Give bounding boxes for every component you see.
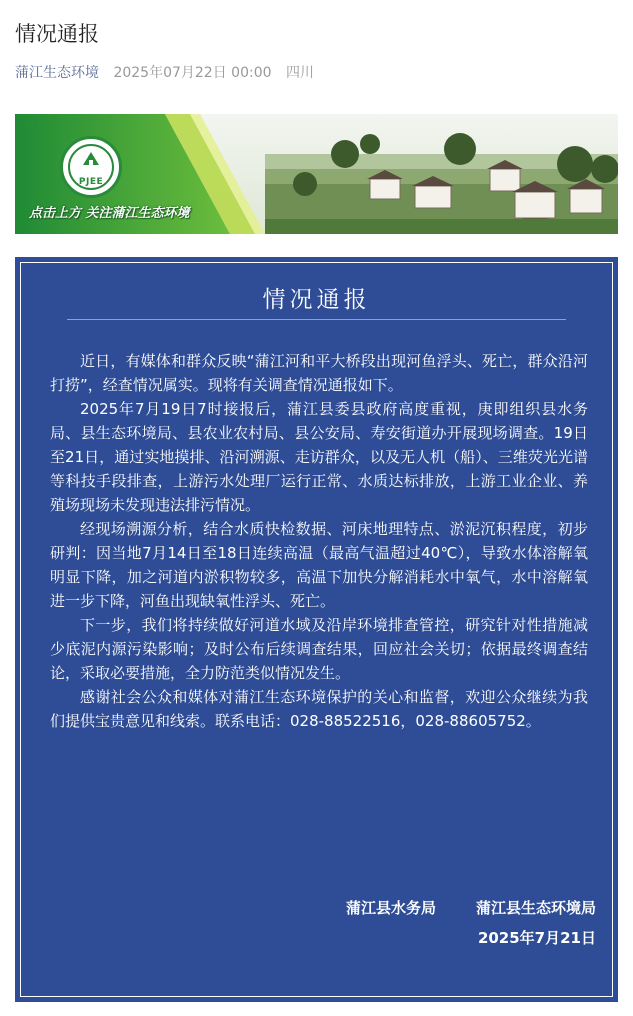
signoff-org-water: 蒲江县水务局 — [345, 899, 436, 917]
publish-location: 四川 — [285, 65, 314, 81]
notice-card — [15, 257, 618, 1002]
notice-paragraph: 2025年7月19日7时接报后，蒲江县委县政府高度重视，庚即组织县水务局、县生态环境局、县农业农村局、县公安局、寿安街道办开展现场调查。19日至21日，通过实地摸排、沿河溯源、走访群众，以及无人机（船）、三维荧光光谱等科技手段排查，上游污水处理厂运行正常、水质达标排放，上游工业企业、养殖场现场未发现违法排污情况。 — [50, 400, 588, 514]
banner-caption: 点击上方 关注蒲江生态环境 — [29, 206, 190, 221]
notice-paragraph: 下一步，我们将持续做好河道水域及沿岸环境排查管控，研究针对性措施减少底泥内源污染影响；及时公布后续调查结果，回应社会关切；依据最终调查结论，采取必要措施，全力防范类似情况发生。 — [50, 616, 588, 682]
logo-mark-icon — [82, 151, 100, 169]
notice-body — [50, 349, 588, 733]
signoff-date: 2025年7月21日 — [477, 929, 596, 947]
notice-paragraph: 感谢社会公众和媒体对蒲江生态环境保护的关心和监督，欢迎公众继续为我们提供宝贵意见和线索。联系电话：028-88522516，028-88605752。 — [50, 688, 588, 730]
notice-signoff — [346, 893, 596, 953]
notice-title: 情况通报 — [262, 287, 371, 313]
account-name-link[interactable]: 蒲江生态环境 — [15, 65, 99, 81]
title-divider — [67, 319, 566, 320]
signoff-org-env: 蒲江县生态环境局 — [475, 899, 596, 917]
header-banner-image[interactable] — [15, 114, 618, 234]
pjee-logo — [60, 136, 122, 198]
logo-text: PJEE — [78, 177, 104, 187]
notice-paragraph: 近日，有媒体和群众反映“蒲江河和平大桥段出现河鱼浮头、死亡，群众沿河打捞”，经查情况属实。现将有关调查情况通报如下。 — [50, 352, 588, 394]
notice-paragraph: 经现场溯源分析，结合水质快检数据、河床地理特点、淤泥沉积程度，初步研判：因当地7月14日至18日连续高温（最高气温超过40℃），导致水体溶解氧明显下降，加之河道内淤积物较多，高温下加快分解消耗水中氧气，水中溶解氧进一步下降，河鱼出现缺氧性浮头、死亡。 — [50, 520, 588, 610]
publish-date: 2025年07月22日 00:00 — [113, 65, 272, 81]
article-title: 情况通报 — [15, 22, 99, 46]
signoff-orgs — [346, 893, 596, 923]
article-meta — [15, 62, 314, 82]
